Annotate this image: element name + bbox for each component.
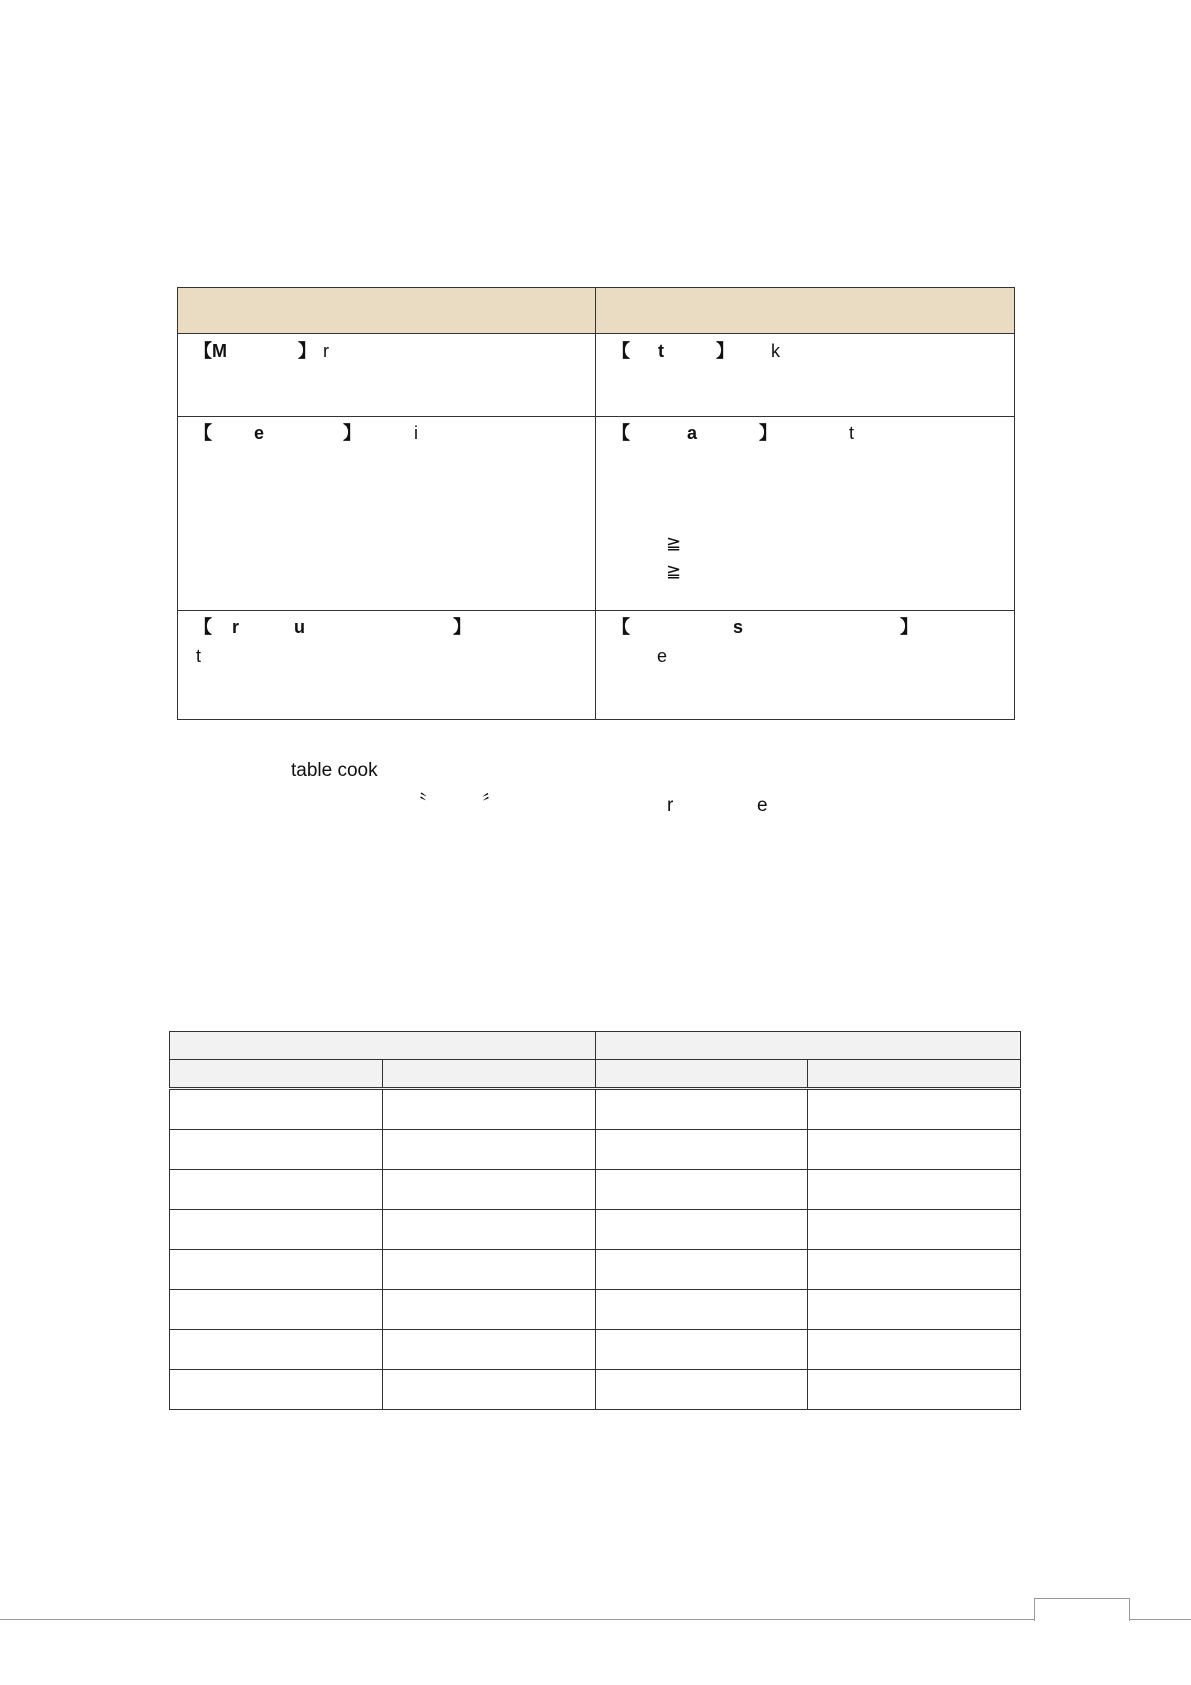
criteria-table-header-row [178, 288, 1015, 334]
table-row [170, 1250, 1021, 1290]
criteria-cell [178, 417, 596, 611]
cell-body-fragment: k [771, 341, 780, 361]
criteria-table-header-cell [178, 288, 596, 334]
cell-heading-fragment: 】 [759, 423, 777, 443]
cell-heading-fragment: r [232, 617, 240, 637]
table-row [170, 1370, 1021, 1410]
table-cell [170, 1330, 383, 1370]
table-cell [596, 1210, 808, 1250]
cell-symbol-fragment: ≧ [666, 533, 682, 553]
table-cell [808, 1210, 1021, 1250]
table-cell [383, 1370, 596, 1410]
note-text: r [667, 795, 674, 816]
table-cell [808, 1290, 1021, 1330]
footer-rule [0, 1619, 1191, 1620]
cell-heading-fragment: 】 [900, 617, 918, 637]
criteria-cell [178, 334, 596, 417]
data-table-group-header [596, 1032, 1021, 1060]
table-cell [170, 1290, 383, 1330]
note-text: table cook [291, 760, 378, 781]
page-number-tab [1034, 1598, 1130, 1621]
cell-heading-fragment: 】 [343, 423, 361, 443]
table-cell [383, 1250, 596, 1290]
cell-heading-fragment: u [294, 617, 305, 637]
cell-heading-fragment: s [733, 617, 744, 637]
table-cell [808, 1330, 1021, 1370]
data-table-sub-header [383, 1060, 596, 1089]
table-cell [170, 1089, 383, 1130]
cell-heading-fragment: 【M [194, 341, 227, 361]
cell-heading-fragment: t [658, 341, 664, 361]
cell-heading-fragment: 【 [194, 617, 212, 637]
table-cell [808, 1370, 1021, 1410]
table-cell [596, 1330, 808, 1370]
cell-symbol-fragment: ≧ [666, 561, 682, 581]
cell-body-fragment: t [196, 646, 202, 666]
table-cell [170, 1370, 383, 1410]
cell-heading-fragment: 【 [194, 423, 212, 443]
cell-body-fragment: r [323, 341, 329, 361]
table-cell [808, 1250, 1021, 1290]
table-cell [808, 1170, 1021, 1210]
cell-heading-fragment: 】 [716, 341, 734, 361]
table-cell [596, 1290, 808, 1330]
data-table-sub-header [170, 1060, 383, 1089]
table-cell [170, 1250, 383, 1290]
note-quote-close: 〞 [482, 793, 502, 814]
table-row [170, 1290, 1021, 1330]
criteria-table-header-cell [596, 288, 1015, 334]
criteria-cell [596, 417, 1015, 611]
cell-heading-fragment: 】 [453, 617, 471, 637]
cell-heading-fragment: 【 [612, 617, 630, 637]
table-row [170, 1130, 1021, 1170]
data-table-sub-header [596, 1060, 808, 1089]
cell-body-fragment: e [657, 646, 668, 666]
table-row [170, 1089, 1021, 1130]
data-table-group-header [170, 1032, 596, 1060]
cell-heading-fragment: e [254, 423, 265, 443]
note-quote-open: 〝 [408, 793, 428, 814]
table-cell [170, 1130, 383, 1170]
data-table-sub-header [808, 1060, 1021, 1089]
table-cell [596, 1250, 808, 1290]
criteria-cell [178, 611, 596, 720]
cell-heading-fragment: 【 [612, 341, 630, 361]
table-cell [383, 1130, 596, 1170]
table-row [170, 1330, 1021, 1370]
table-cell [383, 1170, 596, 1210]
table-cell [170, 1210, 383, 1250]
data-table-group-header-row [170, 1032, 1021, 1060]
cell-heading-fragment: a [687, 423, 698, 443]
data-table-sub-header-row [170, 1060, 1021, 1089]
table-cell [808, 1089, 1021, 1130]
table-cell [596, 1170, 808, 1210]
data-table [169, 1031, 1021, 1410]
criteria-table-row [178, 417, 1015, 611]
cell-body-fragment: t [849, 423, 855, 443]
cell-body-fragment: i [414, 423, 418, 443]
cell-heading-fragment: 】 [298, 341, 316, 361]
table-cell [596, 1089, 808, 1130]
table-cell [383, 1330, 596, 1370]
table-cell [808, 1130, 1021, 1170]
cell-heading-fragment: 【 [612, 423, 630, 443]
table-row [170, 1210, 1021, 1250]
table-cell [596, 1370, 808, 1410]
table-cell [383, 1089, 596, 1130]
table-cell [170, 1170, 383, 1210]
table-cell [383, 1210, 596, 1250]
table-cell [596, 1130, 808, 1170]
table-cell [383, 1290, 596, 1330]
table-row [170, 1170, 1021, 1210]
note-text: e [757, 795, 768, 816]
